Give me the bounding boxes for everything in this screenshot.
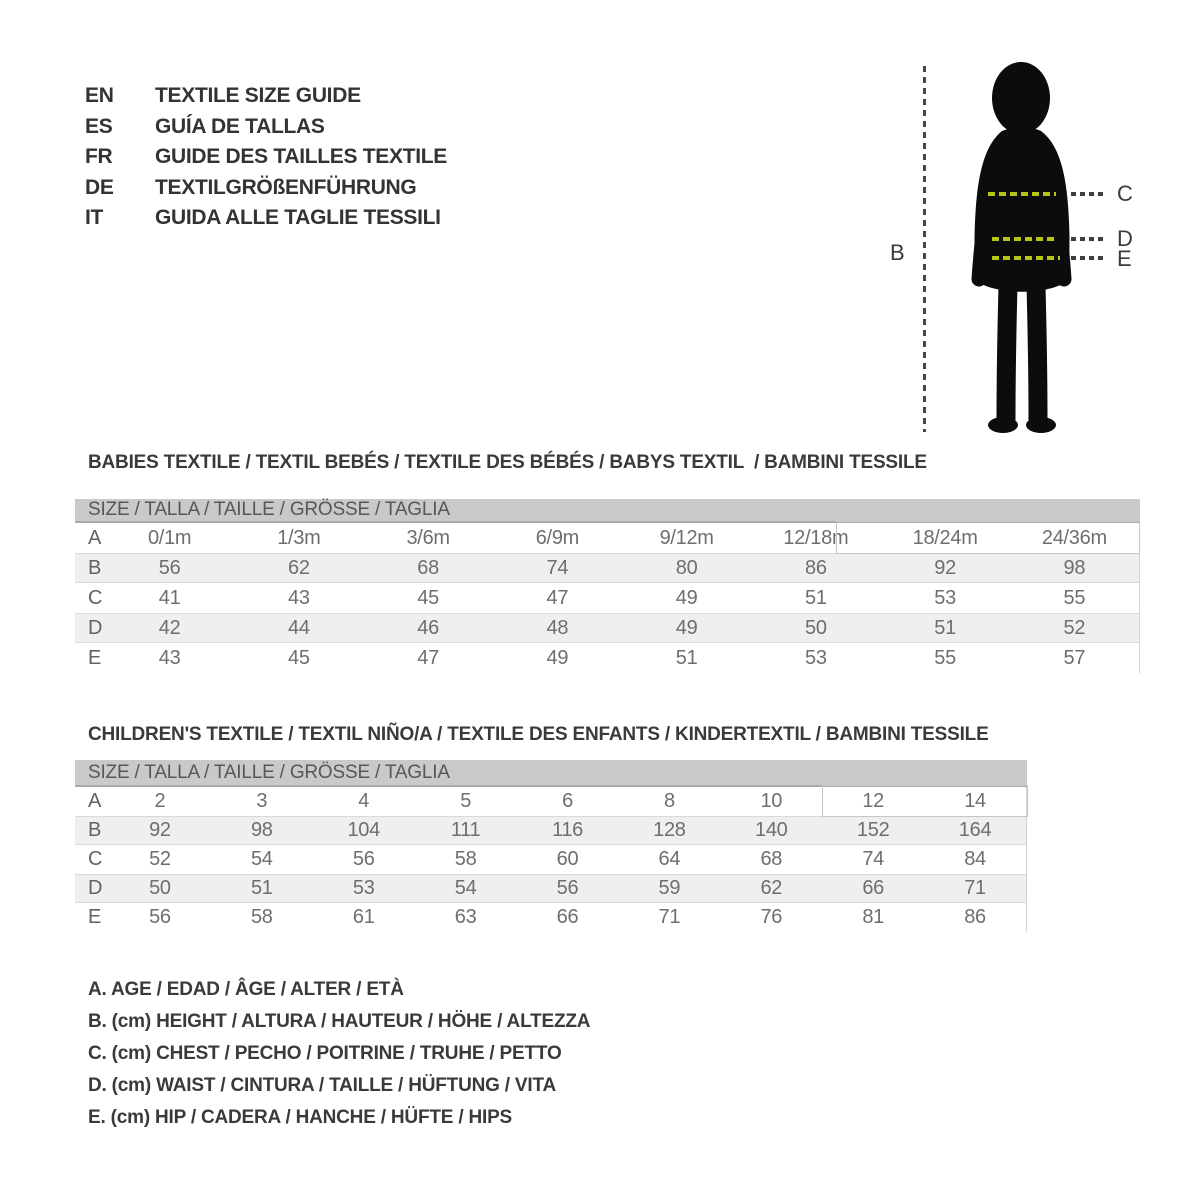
legend-waist: D. (cm) WAIST / CINTURA / TAILLE / HÜFTUNG / VITA xyxy=(88,1075,556,1096)
lang-title: GUÍA DE TALLAS xyxy=(155,114,325,138)
cell-value: 4 xyxy=(358,790,370,812)
cell-value: 49 xyxy=(675,586,698,609)
cell-value: 84 xyxy=(964,848,986,870)
cell-value: 61 xyxy=(352,906,375,928)
table-row xyxy=(75,583,1139,613)
lang-code: FR xyxy=(85,145,113,169)
cell-value: 62 xyxy=(760,877,783,899)
cell-value: 12/18m xyxy=(783,526,849,549)
lang-title: TEXTILGRÖßENFÜHRUNG xyxy=(155,175,417,199)
lang-row-de xyxy=(85,173,447,204)
cell-value: 41 xyxy=(158,586,181,609)
cell-value: 50 xyxy=(149,877,171,899)
cell-value: 52 xyxy=(149,848,171,870)
cell-value: 44 xyxy=(288,616,310,639)
cell-value: 86 xyxy=(964,906,986,928)
cell-value: 6 xyxy=(562,790,573,812)
table-row xyxy=(75,643,1139,673)
cell-value: 0/1m xyxy=(147,526,192,549)
children-table-header: SIZE / TALLA / TAILLE / GRÖSSE / TAGLIA xyxy=(75,760,1027,787)
lang-title: TEXTILE SIZE GUIDE xyxy=(155,84,361,108)
row-label: E xyxy=(88,646,102,669)
legend-age: A. AGE / EDAD / ÂGE / ALTER / ETÀ xyxy=(88,979,404,1000)
cell-value: 45 xyxy=(417,586,439,609)
cell-value: 3/6m xyxy=(406,526,450,549)
cell-value: 50 xyxy=(805,616,827,639)
cell-value: 98 xyxy=(250,819,273,841)
cell-value: 92 xyxy=(149,819,171,841)
measurement-legend xyxy=(88,974,590,1134)
cell-value: 24/36m xyxy=(1041,526,1107,549)
cell-value: 43 xyxy=(158,646,181,669)
cell-value: 45 xyxy=(288,646,310,669)
cell-value: 8 xyxy=(663,790,675,812)
cell-value: 56 xyxy=(149,906,171,928)
lang-row-it xyxy=(85,203,447,234)
lang-code: EN xyxy=(85,84,114,108)
cell-value: 104 xyxy=(347,819,380,841)
lang-code: DE xyxy=(85,175,114,199)
cell-value: 152 xyxy=(856,819,890,841)
hip-callout-line xyxy=(1071,256,1106,260)
chest-measure-line xyxy=(988,192,1056,196)
cell-value: 53 xyxy=(805,646,827,669)
table-row xyxy=(75,816,1026,845)
cell-value: 76 xyxy=(760,906,783,928)
row-label: B xyxy=(88,556,102,579)
row-label: D xyxy=(88,616,103,639)
row-label: D xyxy=(88,877,103,899)
lang-row-fr xyxy=(85,142,447,173)
child-silhouette-figure xyxy=(920,55,1120,445)
cell-value: 56 xyxy=(556,877,579,899)
cell-value: 55 xyxy=(1063,586,1086,609)
cell-value: 98 xyxy=(1063,556,1086,579)
cell-value: 49 xyxy=(675,616,698,639)
cell-value: 56 xyxy=(158,556,181,579)
height-label: B xyxy=(890,240,905,265)
cell-value: 51 xyxy=(934,616,956,639)
cell-value: 12 xyxy=(862,790,884,812)
cell-value: 56 xyxy=(352,848,375,870)
cell-value: 74 xyxy=(862,848,884,870)
row-label: B xyxy=(88,819,102,841)
cell-value: 111 xyxy=(450,819,481,841)
babies-size-highlight-box xyxy=(836,521,1140,554)
table-row xyxy=(75,845,1026,874)
lang-title: GUIDE DES TAILLES TEXTILE xyxy=(155,145,447,169)
children-size-highlight-box xyxy=(822,785,1028,817)
cell-value: 55 xyxy=(934,646,956,669)
cell-value: 10 xyxy=(760,790,783,812)
cell-value: 58 xyxy=(250,906,273,928)
chest-callout-line xyxy=(1071,192,1106,196)
row-label: A xyxy=(88,790,102,812)
cell-value: 71 xyxy=(658,906,681,928)
table-row xyxy=(75,553,1139,583)
lang-title: GUIDA ALLE TAGLIE TESSILI xyxy=(155,206,441,230)
language-title-list xyxy=(85,81,447,234)
cell-value: 43 xyxy=(288,586,310,609)
cell-value: 18/24m xyxy=(912,526,978,549)
cell-value: 48 xyxy=(546,616,569,639)
cell-value: 46 xyxy=(417,616,439,639)
babies-section-title: BABIES TEXTILE / TEXTIL BEBÉS / TEXTILE DES BÉBÉS / BABYS TEXTIL / BAMBINI TESSILE xyxy=(88,452,927,473)
cell-value: 68 xyxy=(760,848,783,870)
cell-value: 59 xyxy=(658,877,681,899)
cell-value: 81 xyxy=(862,906,884,928)
cell-value: 14 xyxy=(964,790,986,812)
cell-value: 5 xyxy=(460,790,472,812)
cell-value: 49 xyxy=(546,646,569,669)
cell-value: 2 xyxy=(154,790,166,812)
row-label: C xyxy=(88,848,103,870)
cell-value: 54 xyxy=(250,848,273,870)
cell-value: 64 xyxy=(658,848,681,870)
row-label: E xyxy=(88,906,102,928)
cell-value: 57 xyxy=(1063,646,1086,669)
lang-code: ES xyxy=(85,114,113,138)
cell-value: 51 xyxy=(250,877,273,899)
legend-hip: E. (cm) HIP / CADERA / HANCHE / HÜFTE / HIPS xyxy=(88,1107,513,1128)
hip-measure-line xyxy=(992,256,1060,260)
lang-row-en xyxy=(85,81,447,112)
height-measure-line xyxy=(923,66,926,432)
cell-value: 53 xyxy=(934,586,956,609)
chest-label: C xyxy=(1117,181,1133,206)
cell-value: 66 xyxy=(556,906,579,928)
cell-value: 1/3m xyxy=(277,526,321,549)
cell-value: 58 xyxy=(454,848,477,870)
cell-value: 42 xyxy=(158,616,181,639)
lang-code: IT xyxy=(85,206,104,230)
table-row xyxy=(75,903,1026,932)
cell-value: 52 xyxy=(1063,616,1086,639)
cell-value: 63 xyxy=(454,906,477,928)
cell-value: 71 xyxy=(964,877,986,899)
row-label: A xyxy=(88,526,102,549)
cell-value: 3 xyxy=(256,790,268,812)
cell-value: 53 xyxy=(352,877,375,899)
cell-value: 60 xyxy=(556,848,579,870)
cell-value: 54 xyxy=(454,877,477,899)
cell-value: 47 xyxy=(417,646,439,669)
babies-table-header: SIZE / TALLA / TAILLE / GRÖSSE / TAGLIA xyxy=(75,499,1140,523)
legend-chest: C. (cm) CHEST / PECHO / POITRINE / TRUHE / PETTO xyxy=(88,1043,562,1064)
table-row xyxy=(75,874,1026,903)
waist-callout-line xyxy=(1071,237,1106,241)
children-section-title: CHILDREN'S TEXTILE / TEXTIL NIÑO/A / TEXTILE DES ENFANTS / KINDERTEXTIL / BAMBINI TESSILE xyxy=(88,724,989,745)
table-row xyxy=(75,613,1139,643)
cell-value: 47 xyxy=(546,586,569,609)
row-label: C xyxy=(88,586,103,609)
cell-value: 86 xyxy=(805,556,827,579)
cell-value: 6/9m xyxy=(535,526,579,549)
cell-value: 128 xyxy=(653,819,686,841)
legend-height: B. (cm) HEIGHT / ALTURA / HAUTEUR / HÖHE / ALTEZZA xyxy=(88,1011,591,1032)
cell-value: 51 xyxy=(675,646,698,669)
hip-label: E xyxy=(1117,246,1132,271)
cell-value: 9/12m xyxy=(659,526,714,549)
waist-label: D xyxy=(1117,226,1133,251)
cell-value: 164 xyxy=(958,819,992,841)
cell-value: 62 xyxy=(288,556,310,579)
cell-value: 66 xyxy=(862,877,884,899)
cell-value: 92 xyxy=(934,556,956,579)
cell-value: 51 xyxy=(805,586,827,609)
cell-value: 68 xyxy=(417,556,439,579)
cell-value: 80 xyxy=(675,556,698,579)
cell-value: 140 xyxy=(755,819,788,841)
cell-value: 116 xyxy=(551,819,583,841)
cell-value: 74 xyxy=(546,556,569,579)
waist-measure-line xyxy=(992,237,1058,241)
lang-row-es xyxy=(85,112,447,143)
